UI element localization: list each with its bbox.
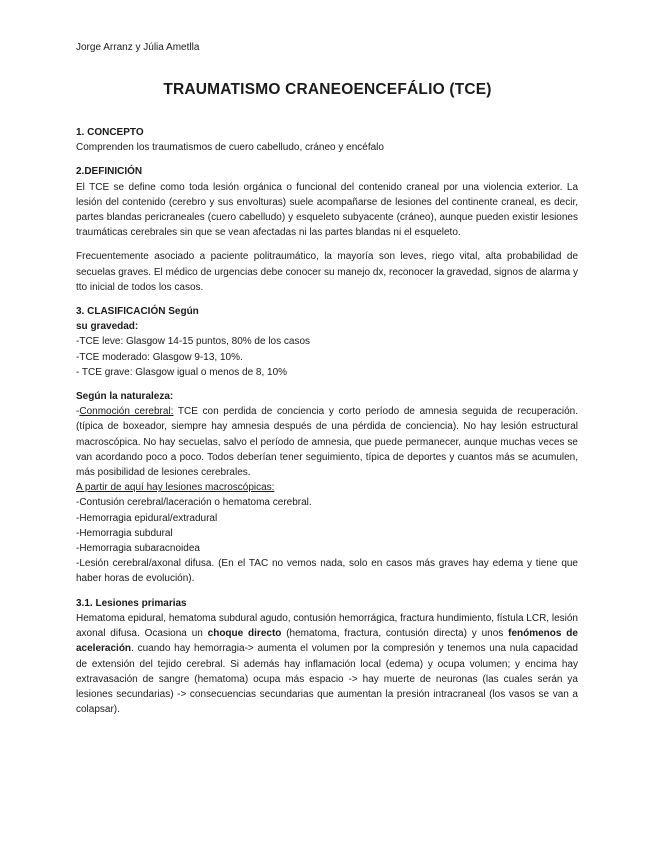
primarias-text-2: (hematoma, fractura, contusión directa) y unos	[281, 628, 509, 640]
conmocion-text: TCE con perdida de conciencia y corto período de amnesia seguida de recuperación. (típica de boxeador, siempre hay amnesia después de una pérdida de conciencia). No hay lesión estructural macroscópica. No hay secuelas, salvo el período de amnesia, que puede permanecer, aunque muchas veces se van acordando poco a poco. Todos deberían tener seguimiento, típica de deportes y cuantos más se acumulen, más posibilidad de lesiones cerebrales.	[76, 406, 578, 479]
primarias-bold-1: choque directo	[207, 628, 282, 640]
gravedad-item: -TCE leve: Glasgow 14-15 puntos, 80% de los casos	[76, 336, 311, 348]
concepto-text: Comprenden los traumatismos de cuero cabelludo, cráneo y encéfalo	[76, 142, 384, 154]
definicion-paragraph-2: Frecuentemente asociado a paciente politraumático, la mayoría son leves, riego vital, alta probabilidad de secuelas graves. El médico de urgencias debe conocer su manejo dx, reconocer la gravedad, signos de alarma y tto inicial de todos los casos.	[76, 251, 578, 293]
section-heading-primarias: 3.1. Lesiones primarias	[76, 597, 187, 609]
macro-item: -Hemorragia subaracnoidea	[76, 543, 200, 555]
conmocion-paragraph	[76, 404, 578, 480]
section-heading-definicion: 2.DEFINICIÓN	[76, 166, 143, 178]
subheading-gravedad: su gravedad:	[76, 321, 139, 333]
macro-item: -Hemorragia epidural/extradural	[76, 512, 218, 524]
macro-heading: A partir de aquí hay lesiones macroscópicas:	[76, 482, 275, 494]
primarias-text-3: . cuando hay hemorragia-> aumenta el volumen por la compresión y tenemos una nula capacidad de extensión del tejido cerebral. Si además hay inflamación local (edema) y ocupa volumen; y encima hay extravasación de sangre (hematoma) ocupa más espacio -> hay muerte de neuronas (las cuales serán ya lesiones secundarias) -> consecuencias secundarias que aumentan la presión intracraneal (los vasos se van a colapsar).	[76, 643, 578, 716]
primarias-text-1: Hematoma epidural, hematoma subdural agudo, contusión hemorrágica, fractura hundimiento, fístula LCR, lesión axonal difusa. Ocasiona un	[76, 612, 578, 640]
primarias-paragraph	[76, 611, 578, 717]
macro-item: -Lesión cerebral/axonal difusa. (En el TAC no vemos nada, solo en casos más graves hay edema y tiene que haber horas de evolución).	[76, 558, 578, 585]
author-line: Jorge Arranz y Júlia Ametlla	[76, 42, 200, 53]
conmocion-prefix: -	[76, 406, 80, 418]
document-body	[76, 125, 578, 717]
definicion-paragraph-1: El TCE se define como toda lesión orgánica o funcional del contenido craneal por una violencia exterior. La lesión del contenido (cerebro y sus envolturas) suele acompañarse de lesiones del continente craneal, es decir, partes blandas pericraneales (cuero cabelludo) y esqueleto subyacente (cráneo), aunque pueden existir lesiones traumáticas cerebrales sin que se vean afectadas ni las partes blandas ni el esqueleto.	[76, 181, 578, 239]
primarias-bold-2: fenómenos de aceleración	[76, 628, 578, 655]
conmocion-label: Conmoción cerebral:	[79, 406, 174, 418]
macro-item: -Hemorragia subdural	[76, 527, 173, 539]
section-heading-clasificacion: 3. CLASIFICACIÓN Según	[76, 306, 199, 318]
page-title: TRAUMATISMO CRANEOENCEFÁLIO (TCE)	[163, 81, 492, 98]
macro-item: -Contusión cerebral/laceración o hematoma cerebral.	[76, 497, 312, 509]
subheading-naturaleza: Según la naturaleza:	[76, 391, 174, 403]
gravedad-item: - TCE grave: Glasgow igual o menos de 8, 10%	[76, 366, 288, 378]
gravedad-item: -TCE moderado: Glasgow 9-13, 10%.	[76, 351, 243, 363]
section-heading-concepto: 1. CONCEPTO	[76, 127, 144, 138]
